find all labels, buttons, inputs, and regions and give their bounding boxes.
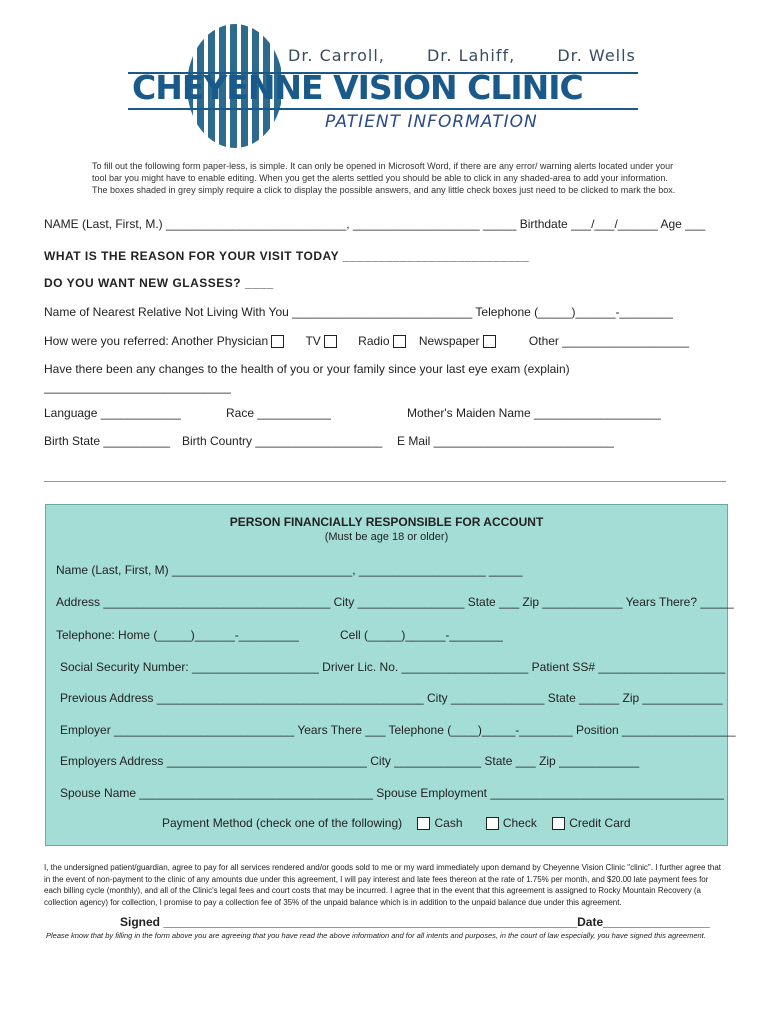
referral-newspaper-checkbox[interactable] (483, 335, 496, 348)
clinic-name: CHEYENNE VISION CLINIC (132, 68, 583, 107)
section-divider (44, 481, 726, 482)
pay-credit-label: Credit Card (569, 816, 631, 830)
reason-field[interactable]: WHAT IS THE REASON FOR YOUR VISIT TODAY __________________________ (44, 249, 530, 263)
pay-cash-label: Cash (434, 816, 463, 830)
resp-cell-field[interactable]: Cell (_____)______-________ (340, 628, 503, 642)
resp-employer-row[interactable]: Employer ___________________________ Years There ___ Telephone (____)_____-________ Position _________________ (60, 723, 736, 737)
doctor-names (288, 46, 672, 65)
birth-state-field[interactable]: Birth State __________ (44, 434, 171, 448)
referral-tv-checkbox[interactable] (324, 335, 337, 348)
resp-ssn-row[interactable]: Social Security Number: ___________________ Driver Lic. No. ___________________ Patient SS# ___________________ (60, 660, 726, 674)
referral-physician-label: Another Physician (171, 334, 269, 348)
signature-date-line[interactable]: Signed ______________________________________________________________Date________________ (120, 915, 710, 929)
relative-field[interactable]: Name of Nearest Relative Not Living With You ___________________________ Telephone (_____)______-________ (44, 305, 673, 319)
language-field[interactable]: Language ____________ (44, 406, 181, 420)
resp-name-field[interactable]: Name (Last, First, M) ___________________________, ___________________ _____ (56, 563, 523, 577)
glasses-field[interactable]: DO YOU WANT NEW GLASSES? ____ (44, 276, 274, 290)
referral-tv-label: TV (305, 334, 321, 348)
referral-radio-checkbox[interactable] (393, 335, 406, 348)
referral-row (44, 334, 689, 348)
health-change-label: Have there been any changes to the health of you or your family since your last eye exam (explain) (44, 362, 570, 376)
financial-subtitle: (Must be age 18 or older) (324, 531, 449, 543)
referral-physician-checkbox[interactable] (271, 335, 284, 348)
resp-spouse-row[interactable]: Spouse Name ___________________________________ Spouse Employment ___________________________________ (60, 786, 724, 800)
maiden-name-field[interactable]: Mother's Maiden Name ___________________ (407, 406, 661, 420)
pay-cash-checkbox[interactable] (417, 817, 430, 830)
race-field[interactable]: Race ___________ (226, 406, 331, 420)
payment-agreement-text: I, the undersigned patient/guardian, agree to pay for all services rendered and/or goods sold to me or my ward immediately upon demand by Cheyenne Vision Clinic "clinic". I further agree that in the event of non-payment to the clinic of any amounts due under this agreement, I will pay interest and late fees thereon at the rate of 1.75% per month, and $20.00 late payment fees for each billing cycle (monthly), and all of the Clinic's legal fees and court costs that may be incurred. I agree that in the event that this agreement is assigned to Rocky Mountain Recovery (a collection agency) for collection, I promise to pay a collection fee of 35% of the unpaid balance which is in addition to the unpaid balance due under this agreement. (44, 863, 722, 907)
intro-line: The boxes shaded in grey simply require a click to display the possible answers, and any little check boxes just need to be clicked to mark the box. (92, 185, 676, 195)
logo-rule-bottom (128, 108, 638, 110)
resp-previous-address-field[interactable]: Previous Address ________________________________________ City ______________ State ______ Zip ____________ (60, 691, 723, 705)
intro-text (92, 160, 732, 196)
intro-line: To fill out the following form paper-less, is simple. It can only be opened in Microsoft Word, if there are any error/ warning alerts located under your (92, 161, 674, 171)
agreement-footnote: Please know that by filling in the form above you are agreeing that you have read the above information and for all intents and purposes, in the court of law especially, you have signed this agreement. (46, 931, 706, 940)
health-change-field[interactable]: ____________________________ (44, 380, 231, 394)
referral-label: How were you referred: (44, 334, 169, 348)
resp-address-field[interactable]: Address __________________________________ City ________________ State ___ Zip ____________ Years There? _____ (56, 595, 734, 609)
referral-newspaper-label: Newspaper (418, 334, 480, 348)
email-field[interactable]: E Mail ___________________________ (397, 434, 614, 448)
resp-employer-address-row[interactable]: Employers Address ______________________________ City _____________ State ___ Zip ____________ (60, 754, 640, 768)
referral-radio-label: Radio (358, 334, 390, 348)
payment-method-row (162, 816, 631, 830)
referral-other-field[interactable]: Other ___________________ (528, 334, 690, 348)
doctor-2: Dr. Lahiff, (426, 46, 516, 65)
form-title: PATIENT INFORMATION (325, 112, 538, 132)
name-field[interactable]: NAME (Last, First, M.) ___________________________, ___________________ _____ Birthdate ___/___/______ Age ___ (44, 217, 706, 231)
financial-title: PERSON FINANCIALLY RESPONSIBLE FOR ACCOUNT (229, 515, 544, 529)
pay-check-label: Check (502, 816, 537, 830)
birth-country-field[interactable]: Birth Country ___________________ (182, 434, 383, 448)
pay-check-checkbox[interactable] (486, 817, 499, 830)
resp-home-phone-field[interactable]: Telephone: Home (_____)______-_________ (56, 628, 299, 642)
financial-responsibility-section (45, 504, 736, 846)
payment-method-label: Payment Method (check one of the following) (162, 816, 403, 830)
doctor-1: Dr. Carroll, (288, 46, 385, 65)
doctor-3: Dr. Wells (557, 46, 636, 65)
clinic-logo (128, 22, 638, 152)
pay-credit-checkbox[interactable] (552, 817, 565, 830)
intro-line: tool bar you might have to enable editing. When you get the alerts settled you should be able to click in any shaded-area to add your information. (92, 173, 668, 183)
